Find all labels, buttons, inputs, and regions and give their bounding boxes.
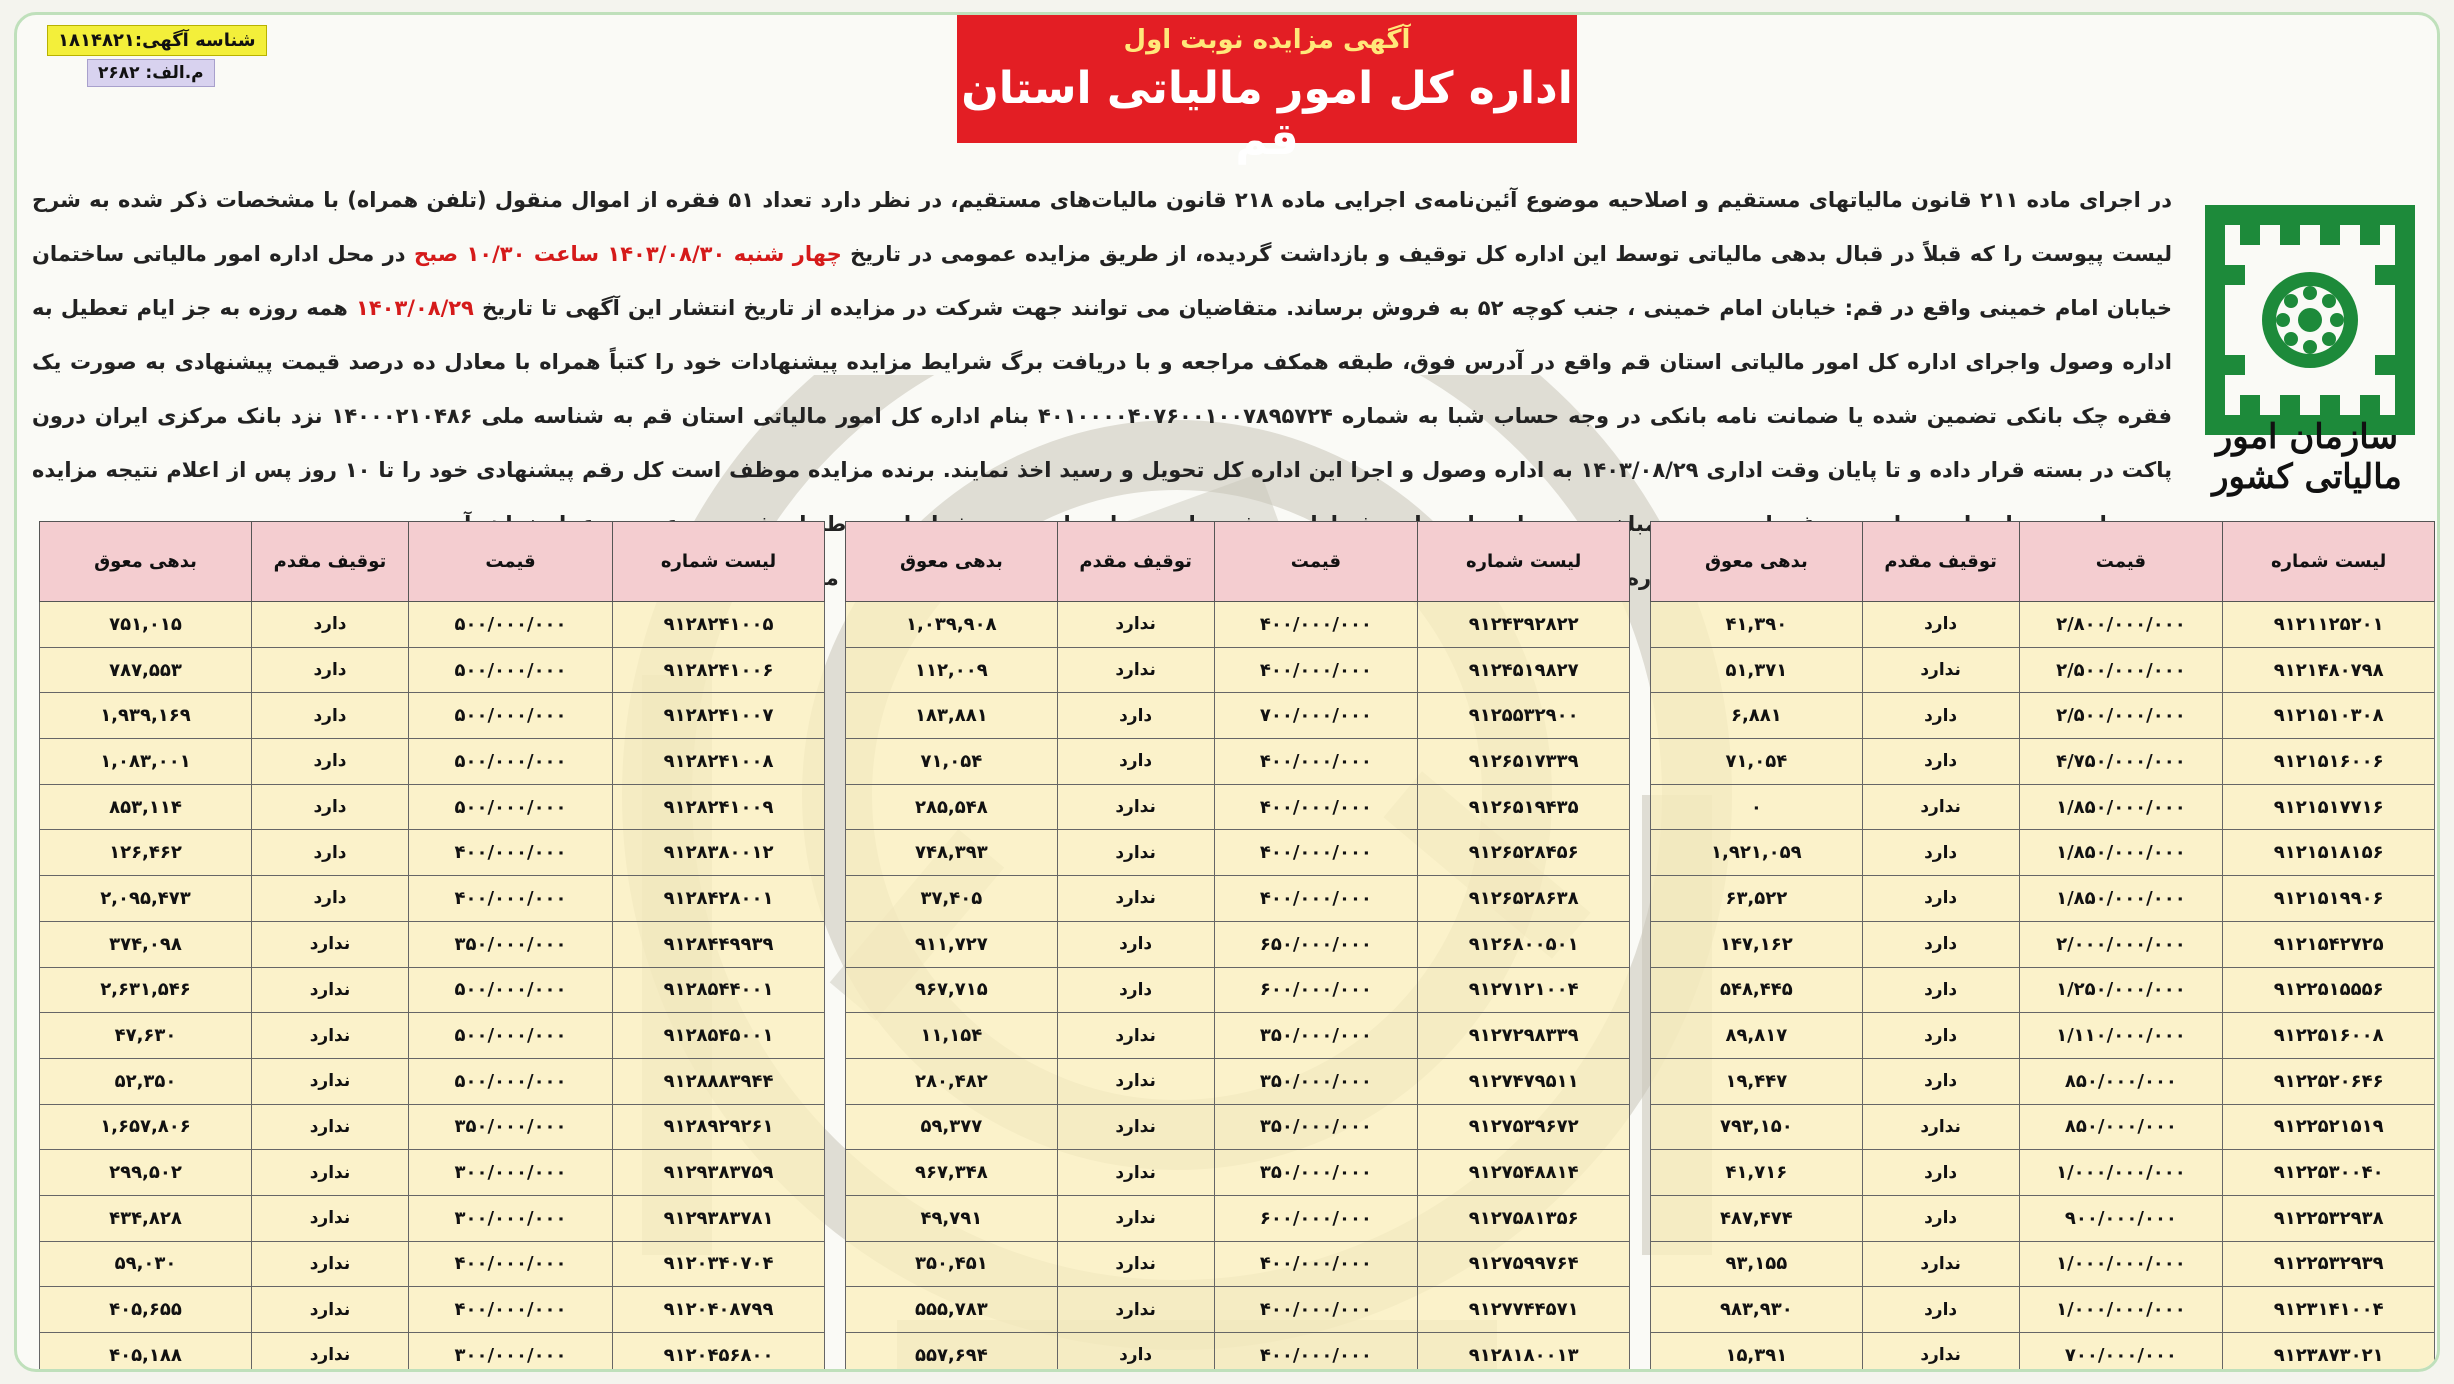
table-row <box>846 967 1630 1013</box>
cell-list-no: ۹۱۲۶۵۱۷۳۳۹ <box>1418 739 1630 785</box>
table-header-row <box>1651 522 2435 602</box>
table-row <box>846 602 1630 648</box>
table-row <box>40 1333 825 1373</box>
cell-list-no: ۹۱۲۰۳۴۰۷۰۴ <box>613 1241 825 1287</box>
cell-list-no: ۹۱۲۸۸۸۳۹۴۴ <box>613 1058 825 1104</box>
cell-debt: ۴۱,۷۱۶ <box>1651 1150 1863 1196</box>
table-row <box>846 1013 1630 1059</box>
cell-debt: ۲۸۵,۵۴۸ <box>846 784 1058 830</box>
cell-list-no: ۹۱۲۸۴۴۹۹۳۹ <box>613 921 825 967</box>
cell-seizure: ندارد <box>1057 1104 1214 1150</box>
cell-debt: ۱۴۷,۱۶۲ <box>1651 921 1863 967</box>
cell-list-no: ۹۱۲۳۱۴۱۰۰۴ <box>2223 1287 2435 1333</box>
table-row <box>1651 876 2435 922</box>
auction-tables <box>39 521 2435 1366</box>
table-row <box>846 1241 1630 1287</box>
cell-price: ۴۰۰/۰۰۰/۰۰۰ <box>1214 1333 1418 1373</box>
cell-seizure: دارد <box>251 602 408 648</box>
cell-debt: ۳۷۴,۰۹۸ <box>40 921 252 967</box>
table-row <box>846 1195 1630 1241</box>
cell-debt: ۴۸۷,۴۷۴ <box>1651 1195 1863 1241</box>
cell-seizure: دارد <box>1057 739 1214 785</box>
cell-debt: ۷۱,۰۵۴ <box>846 739 1058 785</box>
cell-seizure: دارد <box>1862 1013 2019 1059</box>
cell-seizure: ندارد <box>1862 1241 2019 1287</box>
cell-debt: ۱۱,۱۵۴ <box>846 1013 1058 1059</box>
cell-price: ۵۰۰/۰۰۰/۰۰۰ <box>408 1058 612 1104</box>
cell-debt: ۹۸۳,۹۳۰ <box>1651 1287 1863 1333</box>
cell-debt: ۸۹,۸۱۷ <box>1651 1013 1863 1059</box>
cell-debt: ۱۵,۳۹۱ <box>1651 1333 1863 1373</box>
auction-table-3 <box>39 521 825 1372</box>
cell-seizure: ندارد <box>1057 876 1214 922</box>
cell-debt: ۵۹,۰۳۰ <box>40 1241 252 1287</box>
cell-price: ۴۰۰/۰۰۰/۰۰۰ <box>1214 876 1418 922</box>
cell-list-no: ۹۱۲۲۵۱۶۰۰۸ <box>2223 1013 2435 1059</box>
table-row <box>846 1287 1630 1333</box>
cell-seizure: دارد <box>1862 876 2019 922</box>
column-header-price: قیمت <box>2019 522 2223 602</box>
cell-list-no: ۹۱۲۱۵۴۲۷۲۵ <box>2223 921 2435 967</box>
cell-debt: ۵۴۸,۴۴۵ <box>1651 967 1863 1013</box>
paragraph-part-3: همه روزه به جز ایام تعطیل به اداره وصول واجرای اداره کل امور مالیاتی استان قم واقع در آدرس فوق، طبقه همکف مراجعه و با دریافت برگ شرایط مزایده پیشنهادات خود را کتباً همراه با معادل ده درصد قیمت پیشنهادی به صورت یک فقره چک بانکی تضمین شده یا ضمانت نامه بانکی در وجه حساب شبا به شماره ۴۰۱۰۰۰۰۴۰۷۶۰۰۱۰۰۷۸۹۵۷۲۴ بنام اداره کل امور مالیاتی استان قم به شناسه ملی ۱۴۰۰۰۲۱۰۴۸۶ نزد بانک مرکزی ایران درون پاکت در بسته قرار داده و تا پایان وقت اداری ۱۴۰۳/۰۸/۲۹ به اداره وصول و اجرا این اداره کل تحویل و رسید اخذ نمایند. برنده مزایده موظف است کل رقم پیشنهادی خود را تا ۱۰ روز پس از اعلام نتیجه مزایده مبلغ <box>32 296 2172 536</box>
cell-price: ۶۰۰/۰۰۰/۰۰۰ <box>1214 967 1418 1013</box>
column-header-seizure: توقیف مقدم <box>251 522 408 602</box>
cell-debt: ۷۱,۰۵۴ <box>1651 739 1863 785</box>
cell-debt: ۵۹,۳۷۷ <box>846 1104 1058 1150</box>
cell-price: ۴۰۰/۰۰۰/۰۰۰ <box>1214 739 1418 785</box>
table-row <box>40 921 825 967</box>
table-row <box>1651 921 2435 967</box>
table-row <box>40 602 825 648</box>
cell-debt: ۹۱۱,۷۲۷ <box>846 921 1058 967</box>
cell-debt: ۵۱,۳۷۱ <box>1651 647 1863 693</box>
cell-seizure: ندارد <box>251 1195 408 1241</box>
cell-seizure: دارد <box>1862 1058 2019 1104</box>
cell-seizure: ندارد <box>1057 647 1214 693</box>
cell-list-no: ۹۱۲۸۲۴۱۰۰۷ <box>613 693 825 739</box>
table-row <box>40 967 825 1013</box>
cell-debt: ۱,۶۵۷,۸۰۶ <box>40 1104 252 1150</box>
cell-list-no: ۹۱۲۸۵۴۵۰۰۱ <box>613 1013 825 1059</box>
cell-price: ۲/۸۰۰/۰۰۰/۰۰۰ <box>2019 602 2223 648</box>
cell-debt: ۷۵۱,۰۱۵ <box>40 602 252 648</box>
column-header-list-no: لیست شماره <box>1418 522 1630 602</box>
cell-price: ۱/۸۵۰/۰۰۰/۰۰۰ <box>2019 876 2223 922</box>
cell-price: ۵۰۰/۰۰۰/۰۰۰ <box>408 693 612 739</box>
cell-seizure: دارد <box>1862 967 2019 1013</box>
cell-seizure: ندارد <box>251 967 408 1013</box>
cell-debt: ۳۷,۴۰۵ <box>846 876 1058 922</box>
cell-seizure: ندارد <box>1057 830 1214 876</box>
cell-list-no: ۹۱۲۷۵۴۸۸۱۴ <box>1418 1150 1630 1196</box>
cell-seizure: دارد <box>1862 693 2019 739</box>
cell-seizure: دارد <box>251 784 408 830</box>
cell-seizure: ندارد <box>1057 1013 1214 1059</box>
table-row <box>1651 647 2435 693</box>
deadline-date: ۱۴۰۳/۰۸/۲۹ <box>356 296 474 320</box>
cell-price: ۷۰۰/۰۰۰/۰۰۰ <box>1214 693 1418 739</box>
cell-list-no: ۹۱۲۷۵۹۹۷۶۴ <box>1418 1241 1630 1287</box>
table-row <box>1651 739 2435 785</box>
table-header-row <box>846 522 1630 602</box>
table-row <box>40 1013 825 1059</box>
cell-list-no: ۹۱۲۱۵۱۶۰۰۶ <box>2223 739 2435 785</box>
cell-price: ۴۰۰/۰۰۰/۰۰۰ <box>1214 602 1418 648</box>
cell-price: ۴۰۰/۰۰۰/۰۰۰ <box>1214 784 1418 830</box>
cell-price: ۱/۰۰۰/۰۰۰/۰۰۰ <box>2019 1287 2223 1333</box>
cell-list-no: ۹۱۲۶۵۱۹۴۳۵ <box>1418 784 1630 830</box>
column-header-list-no: لیست شماره <box>613 522 825 602</box>
cell-list-no: ۹۱۲۷۴۷۹۵۱۱ <box>1418 1058 1630 1104</box>
table-row <box>846 921 1630 967</box>
cell-price: ۵۰۰/۰۰۰/۰۰۰ <box>408 967 612 1013</box>
cell-list-no: ۹۱۲۷۵۸۱۳۵۶ <box>1418 1195 1630 1241</box>
cell-debt: ۷۹۳,۱۵۰ <box>1651 1104 1863 1150</box>
cell-seizure: دارد <box>251 876 408 922</box>
cell-seizure: ندارد <box>1862 647 2019 693</box>
cell-debt: ۵۵۵,۷۸۳ <box>846 1287 1058 1333</box>
paragraph-part-1: در اجرای ماده ۲۱۱ قانون مالیاتهای مستقیم و اصلاحیه موضوع آئین‌نامه‌ی اجرایی ماده ۲۱۸ قانون مالیات‌های مستقیم، در نظر دارد تعداد ۵۱ فقره از اموال منقول (تلفن همراه) با مشخصات ذکر شده به شرح لیست پیوست را که قبلاً در قبال بدهی مالیاتی توسط این اداره کل توقیف و بازداشت گردیده، از طریق مزایده عمومی در تاریخ <box>32 188 2173 266</box>
series-number-badge: م.الف: ۲۶۸۲ <box>87 59 215 87</box>
cell-list-no: ۹۱۲۷۷۴۴۵۷۱ <box>1418 1287 1630 1333</box>
cell-debt: ۴۰۵,۶۵۵ <box>40 1287 252 1333</box>
table-row <box>40 1287 825 1333</box>
cell-debt: ۱,۹۲۱,۰۵۹ <box>1651 830 1863 876</box>
cell-debt: ۷۸۷,۵۵۳ <box>40 647 252 693</box>
cell-list-no: ۹۱۲۱۵۱۷۷۱۶ <box>2223 784 2435 830</box>
table-row <box>846 784 1630 830</box>
cell-list-no: ۹۱۲۲۵۳۲۹۳۸ <box>2223 1195 2435 1241</box>
cell-list-no: ۹۱۲۵۵۳۲۹۰۰ <box>1418 693 1630 739</box>
cell-price: ۳۵۰/۰۰۰/۰۰۰ <box>408 921 612 967</box>
table-row <box>846 1150 1630 1196</box>
cell-seizure: دارد <box>1057 921 1214 967</box>
cell-seizure: ندارد <box>1862 784 2019 830</box>
cell-list-no: ۹۱۲۲۵۲۰۶۴۶ <box>2223 1058 2435 1104</box>
cell-price: ۶۰۰/۰۰۰/۰۰۰ <box>1214 1195 1418 1241</box>
cell-list-no: ۹۱۲۸۲۴۱۰۰۸ <box>613 739 825 785</box>
cell-list-no: ۹۱۲۲۵۳۲۹۳۹ <box>2223 1241 2435 1287</box>
table-row <box>40 1150 825 1196</box>
cell-seizure: دارد <box>1862 1150 2019 1196</box>
table-row <box>1651 967 2435 1013</box>
cell-list-no: ۹۱۲۱۵۱۰۳۰۸ <box>2223 693 2435 739</box>
cell-debt: ۷۴۸,۳۹۳ <box>846 830 1058 876</box>
cell-debt: ۱,۰۳۹,۹۰۸ <box>846 602 1058 648</box>
cell-list-no: ۹۱۲۰۴۵۶۸۰۰ <box>613 1333 825 1373</box>
cell-list-no: ۹۱۲۲۵۲۱۵۱۹ <box>2223 1104 2435 1150</box>
cell-list-no: ۹۱۲۶۵۲۸۶۳۸ <box>1418 876 1630 922</box>
table-row <box>1651 1013 2435 1059</box>
table-row <box>846 1058 1630 1104</box>
paragraph-part-2: در محل اداره امور مالیاتی ساختمان خیابان امام خمینی واقع در قم: خیابان امام خمینی ، جنب کوچه ۵۲ به فروش برساند. متقاضیان می توانند جهت شرکت در مزایده از تاریخ انتشار این آگهی تا تاریخ <box>32 242 2172 320</box>
cell-price: ۳۵۰/۰۰۰/۰۰۰ <box>408 1104 612 1150</box>
cell-price: ۳۰۰/۰۰۰/۰۰۰ <box>408 1333 612 1373</box>
table-row <box>1651 784 2435 830</box>
table-row <box>1651 1333 2435 1373</box>
cell-seizure: ندارد <box>251 1241 408 1287</box>
cell-debt: ۱,۰۸۳,۰۰۱ <box>40 739 252 785</box>
cell-seizure: دارد <box>251 830 408 876</box>
cell-price: ۴۰۰/۰۰۰/۰۰۰ <box>1214 830 1418 876</box>
cell-price: ۱/۲۵۰/۰۰۰/۰۰۰ <box>2019 967 2223 1013</box>
auction-table-1 <box>1650 521 2435 1372</box>
cell-price: ۱/۸۵۰/۰۰۰/۰۰۰ <box>2019 784 2223 830</box>
cell-debt: ۵۵۷,۶۹۴ <box>846 1333 1058 1373</box>
table-row <box>1651 602 2435 648</box>
cell-seizure: ندارد <box>251 1150 408 1196</box>
cell-seizure: ندارد <box>251 1287 408 1333</box>
cell-price: ۴۰۰/۰۰۰/۰۰۰ <box>1214 1287 1418 1333</box>
cell-price: ۳۵۰/۰۰۰/۰۰۰ <box>1214 1013 1418 1059</box>
cell-debt: ۴۹,۷۹۱ <box>846 1195 1058 1241</box>
cell-seizure: دارد <box>1862 602 2019 648</box>
table-row <box>40 1241 825 1287</box>
cell-seizure: دارد <box>251 739 408 785</box>
cell-seizure: ندارد <box>251 921 408 967</box>
cell-debt: ۱۹,۴۴۷ <box>1651 1058 1863 1104</box>
cell-price: ۳۵۰/۰۰۰/۰۰۰ <box>1214 1150 1418 1196</box>
cell-price: ۳۵۰/۰۰۰/۰۰۰ <box>1214 1104 1418 1150</box>
cell-price: ۵۰۰/۰۰۰/۰۰۰ <box>408 739 612 785</box>
cell-seizure: دارد <box>251 647 408 693</box>
cell-seizure: دارد <box>1862 921 2019 967</box>
cell-seizure: ندارد <box>1057 1150 1214 1196</box>
table-row <box>40 739 825 785</box>
cell-list-no: ۹۱۲۸۹۲۹۲۶۱ <box>613 1104 825 1150</box>
column-header-seizure: توقیف مقدم <box>1862 522 2019 602</box>
cell-debt: ۲,۶۳۱,۵۴۶ <box>40 967 252 1013</box>
ad-frame <box>14 12 2440 1372</box>
cell-list-no: ۹۱۲۶۵۲۸۴۵۶ <box>1418 830 1630 876</box>
cell-seizure: ندارد <box>1862 1333 2019 1373</box>
cell-debt: ۹۶۷,۳۴۸ <box>846 1150 1058 1196</box>
table-row <box>40 647 825 693</box>
cell-list-no: ۹۱۲۸۲۴۱۰۰۹ <box>613 784 825 830</box>
cell-list-no: ۹۱۲۸۱۸۰۰۱۳ <box>1418 1333 1630 1373</box>
cell-seizure: ندارد <box>1862 1104 2019 1150</box>
table-row <box>846 1333 1630 1373</box>
cell-seizure: ندارد <box>1057 1287 1214 1333</box>
cell-list-no: ۹۱۲۶۸۰۰۵۰۱ <box>1418 921 1630 967</box>
cell-price: ۳۵۰/۰۰۰/۰۰۰ <box>1214 1058 1418 1104</box>
cell-debt: ۱۱۲,۰۰۹ <box>846 647 1058 693</box>
cell-price: ۱/۸۵۰/۰۰۰/۰۰۰ <box>2019 830 2223 876</box>
cell-price: ۱/۰۰۰/۰۰۰/۰۰۰ <box>2019 1150 2223 1196</box>
cell-seizure: دارد <box>1057 967 1214 1013</box>
cell-debt: ۴۷,۶۳۰ <box>40 1013 252 1059</box>
cell-price: ۴۰۰/۰۰۰/۰۰۰ <box>408 1287 612 1333</box>
cell-seizure: ندارد <box>251 1333 408 1373</box>
cell-list-no: ۹۱۲۸۲۴۱۰۰۶ <box>613 647 825 693</box>
table-row <box>40 1058 825 1104</box>
cell-seizure: ندارد <box>1057 784 1214 830</box>
cell-seizure: ندارد <box>251 1013 408 1059</box>
cell-debt: ۵۲,۳۵۰ <box>40 1058 252 1104</box>
table-row <box>1651 1150 2435 1196</box>
table-row <box>1651 1287 2435 1333</box>
cell-price: ۳۰۰/۰۰۰/۰۰۰ <box>408 1150 612 1196</box>
cell-list-no: ۹۱۲۱۵۱۸۱۵۶ <box>2223 830 2435 876</box>
table-row <box>40 876 825 922</box>
cell-list-no: ۹۱۲۸۵۴۴۰۰۱ <box>613 967 825 1013</box>
ad-subtitle: آگهی مزایده نوبت اول <box>1123 25 1411 55</box>
table-row <box>846 693 1630 739</box>
cell-seizure: ندارد <box>251 1058 408 1104</box>
cell-debt: ۶,۸۸۱ <box>1651 693 1863 739</box>
table-row <box>1651 693 2435 739</box>
cell-debt: ۰ <box>1651 784 1863 830</box>
cell-price: ۲/۰۰۰/۰۰۰/۰۰۰ <box>2019 921 2223 967</box>
cell-seizure: ندارد <box>1057 1195 1214 1241</box>
auction-date: چهار شنبه ۱۴۰۳/۰۸/۳۰ ساعت ۱۰/۳۰ صبح <box>414 242 842 266</box>
cell-price: ۵۰۰/۰۰۰/۰۰۰ <box>408 647 612 693</box>
cell-price: ۹۰۰/۰۰۰/۰۰۰ <box>2019 1195 2223 1241</box>
table-row <box>40 784 825 830</box>
cell-price: ۵۰۰/۰۰۰/۰۰۰ <box>408 784 612 830</box>
auction-table-2 <box>845 521 1630 1372</box>
table-row <box>846 739 1630 785</box>
cell-debt: ۲۹۹,۵۰۲ <box>40 1150 252 1196</box>
cell-list-no: ۹۱۲۲۵۱۵۵۵۶ <box>2223 967 2435 1013</box>
cell-price: ۷۰۰/۰۰۰/۰۰۰ <box>2019 1333 2223 1373</box>
cell-debt: ۲,۰۹۵,۴۷۳ <box>40 876 252 922</box>
cell-list-no: ۹۱۲۷۲۹۸۳۳۹ <box>1418 1013 1630 1059</box>
logo-caption: سازمان امور مالیاتی کشور <box>2212 417 2402 497</box>
cell-price: ۴۰۰/۰۰۰/۰۰۰ <box>408 876 612 922</box>
cell-price: ۳۰۰/۰۰۰/۰۰۰ <box>408 1195 612 1241</box>
table-row <box>846 647 1630 693</box>
title-box <box>957 15 1577 165</box>
cell-debt: ۸۵۳,۱۱۴ <box>40 784 252 830</box>
column-header-price: قیمت <box>1214 522 1418 602</box>
cell-seizure: دارد <box>1057 693 1214 739</box>
cell-debt: ۲۸۰,۴۸۲ <box>846 1058 1058 1104</box>
cell-list-no: ۹۱۲۱۵۱۹۹۰۶ <box>2223 876 2435 922</box>
column-header-list-no: لیست شماره <box>2223 522 2435 602</box>
cell-price: ۵۰۰/۰۰۰/۰۰۰ <box>408 1013 612 1059</box>
cell-list-no: ۹۱۲۲۵۳۰۰۴۰ <box>2223 1150 2435 1196</box>
cell-list-no: ۹۱۲۸۳۸۰۰۱۲ <box>613 830 825 876</box>
table-row <box>846 1104 1630 1150</box>
table-row <box>40 1195 825 1241</box>
cell-price: ۴/۷۵۰/۰۰۰/۰۰۰ <box>2019 739 2223 785</box>
cell-debt: ۶۳,۵۲۲ <box>1651 876 1863 922</box>
page-title: اداره کل امور مالیاتی استان قم <box>961 63 1573 165</box>
cell-list-no: ۹۱۲۴۵۱۹۸۲۷ <box>1418 647 1630 693</box>
cell-list-no: ۹۱۲۳۸۷۳۰۲۱ <box>2223 1333 2435 1373</box>
cell-price: ۵۰۰/۰۰۰/۰۰۰ <box>408 602 612 648</box>
cell-list-no: ۹۱۲۰۴۰۸۷۹۹ <box>613 1287 825 1333</box>
cell-debt: ۴۳۴,۸۲۸ <box>40 1195 252 1241</box>
cell-list-no: ۹۱۲۱۱۲۵۲۰۱ <box>2223 602 2435 648</box>
cell-price: ۴۰۰/۰۰۰/۰۰۰ <box>408 1241 612 1287</box>
table-header-row <box>40 522 825 602</box>
cell-price: ۴۰۰/۰۰۰/۰۰۰ <box>1214 1241 1418 1287</box>
cell-debt: ۴۱,۳۹۰ <box>1651 602 1863 648</box>
table-row <box>846 876 1630 922</box>
cell-seizure: دارد <box>1862 1287 2019 1333</box>
table-row <box>1651 1195 2435 1241</box>
cell-seizure: ندارد <box>1057 1241 1214 1287</box>
cell-seizure: دارد <box>1057 1333 1214 1373</box>
cell-list-no: ۹۱۲۹۳۸۳۷۵۹ <box>613 1150 825 1196</box>
table-row <box>1651 830 2435 876</box>
cell-list-no: ۹۱۲۸۴۲۸۰۰۱ <box>613 876 825 922</box>
table-row <box>1651 1058 2435 1104</box>
cell-list-no: ۹۱۲۱۴۸۰۷۹۸ <box>2223 647 2435 693</box>
cell-list-no: ۹۱۲۷۱۲۱۰۰۴ <box>1418 967 1630 1013</box>
cell-price: ۸۵۰/۰۰۰/۰۰۰ <box>2019 1058 2223 1104</box>
cell-debt: ۴۰۵,۱۸۸ <box>40 1333 252 1373</box>
cell-seizure: دارد <box>1862 739 2019 785</box>
cell-debt: ۹۳,۱۵۵ <box>1651 1241 1863 1287</box>
cell-seizure: دارد <box>1862 830 2019 876</box>
cell-debt: ۱۲۶,۴۶۲ <box>40 830 252 876</box>
table-row <box>1651 1104 2435 1150</box>
cell-seizure: دارد <box>251 693 408 739</box>
cell-seizure: ندارد <box>251 1104 408 1150</box>
cell-list-no: ۹۱۲۹۳۸۳۷۸۱ <box>613 1195 825 1241</box>
table-row <box>40 830 825 876</box>
cell-debt: ۱,۹۳۹,۱۶۹ <box>40 693 252 739</box>
column-header-price: قیمت <box>408 522 612 602</box>
cell-seizure: ندارد <box>1057 1058 1214 1104</box>
table-row <box>40 693 825 739</box>
table-row <box>40 1104 825 1150</box>
column-header-debt: بدهی معوق <box>40 522 252 602</box>
cell-seizure: دارد <box>1862 1195 2019 1241</box>
cell-price: ۴۰۰/۰۰۰/۰۰۰ <box>408 830 612 876</box>
cell-price: ۲/۵۰۰/۰۰۰/۰۰۰ <box>2019 647 2223 693</box>
cell-debt: ۹۶۷,۷۱۵ <box>846 967 1058 1013</box>
cell-debt: ۳۵۰,۴۵۱ <box>846 1241 1058 1287</box>
cell-list-no: ۹۱۲۴۳۹۲۸۲۲ <box>1418 602 1630 648</box>
cell-price: ۶۵۰/۰۰۰/۰۰۰ <box>1214 921 1418 967</box>
cell-list-no: ۹۱۲۷۵۳۹۶۷۲ <box>1418 1104 1630 1150</box>
cell-price: ۴۰۰/۰۰۰/۰۰۰ <box>1214 647 1418 693</box>
cell-list-no: ۹۱۲۸۲۴۱۰۰۵ <box>613 602 825 648</box>
cell-debt: ۱۸۳,۸۸۱ <box>846 693 1058 739</box>
cell-price: ۸۵۰/۰۰۰/۰۰۰ <box>2019 1104 2223 1150</box>
cell-price: ۱/۱۱۰/۰۰۰/۰۰۰ <box>2019 1013 2223 1059</box>
column-header-debt: بدهی معوق <box>1651 522 1863 602</box>
cell-seizure: ندارد <box>1057 602 1214 648</box>
ad-id-badge: شناسه آگهی:۱۸۱۴۸۲۱ <box>47 25 267 56</box>
cell-price: ۲/۵۰۰/۰۰۰/۰۰۰ <box>2019 693 2223 739</box>
table-row <box>1651 1241 2435 1287</box>
column-header-seizure: توقیف مقدم <box>1057 522 1214 602</box>
column-header-debt: بدهی معوق <box>846 522 1058 602</box>
table-row <box>846 830 1630 876</box>
cell-price: ۱/۰۰۰/۰۰۰/۰۰۰ <box>2019 1241 2223 1287</box>
